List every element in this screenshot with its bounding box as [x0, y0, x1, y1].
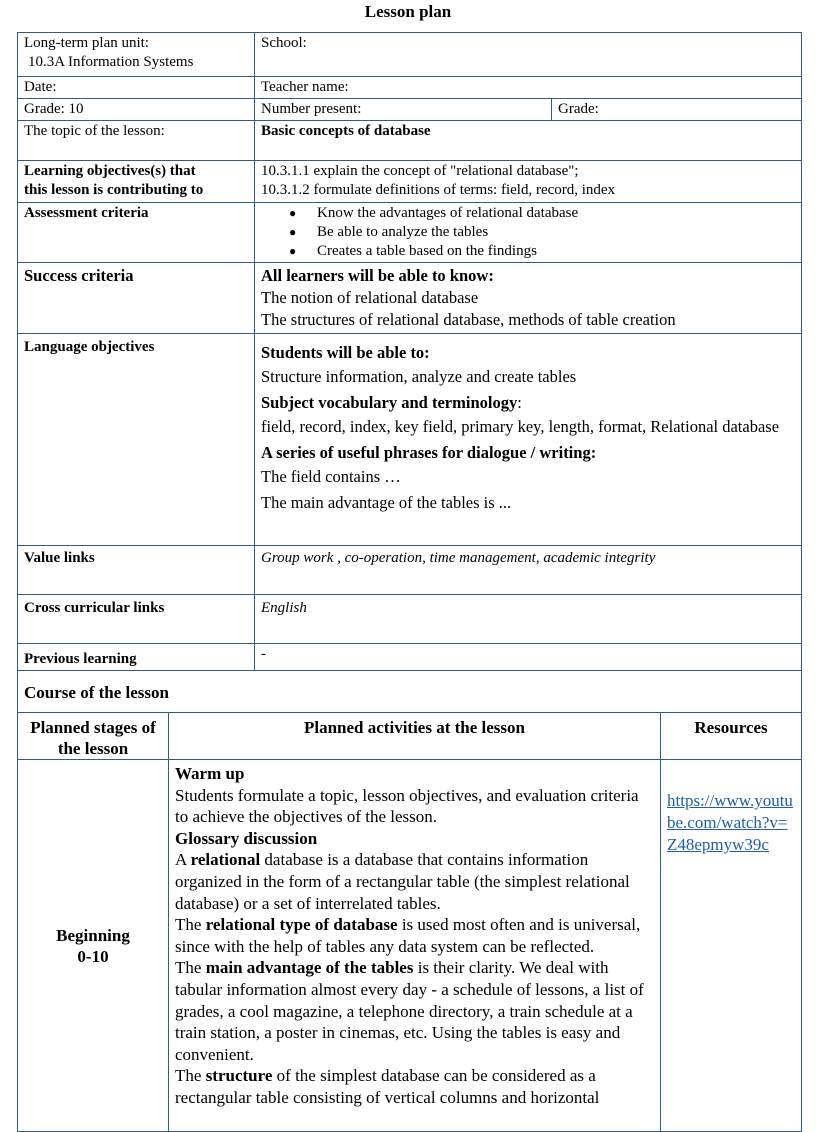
term: relational type of database: [205, 915, 398, 935]
assessment-item: ● Know the advantages of relational database: [317, 204, 795, 223]
language-heading: Students will be able to:: [261, 343, 430, 362]
success-content: [255, 263, 802, 334]
term: structure: [205, 1066, 273, 1086]
unit-value: 10.3A Information Systems: [28, 54, 194, 70]
paragraph: [175, 849, 654, 914]
school-label: School:: [255, 33, 802, 77]
topic-label: The topic of the lesson:: [18, 121, 255, 161]
number-present-label: Number present:: [255, 99, 552, 121]
previous-value: -: [255, 644, 802, 671]
date-label: Date:: [18, 77, 255, 99]
value-links-label: Value links: [18, 546, 255, 595]
value-links-value: Group work , co-operation, time management, academic integrity: [255, 546, 802, 595]
language-text: Structure information, analyze and create tables: [261, 367, 577, 386]
vocab-heading-colon: :: [517, 393, 522, 412]
course-label: Course of the lesson: [18, 671, 802, 713]
course-table: [17, 712, 802, 1132]
warmup-text: Students formulate a topic, lesson objectives, and evaluation criteria to achieve the objectives of the lesson.: [175, 785, 639, 827]
success-heading: All learners will be able to know:: [261, 266, 494, 285]
paragraph: [175, 1065, 654, 1108]
glossary-title: Glossary discussion: [175, 828, 318, 848]
vocab-text: field, record, index, key field, primary key, length, format, Relational database: [261, 417, 780, 436]
phrase: The field contains …: [261, 467, 401, 486]
success-line: The notion of relational database: [261, 288, 479, 307]
col-resources-header: Resources: [661, 713, 802, 760]
text-run: database is a database that contains information organized in the form of a rectangular table (the simplest relational database) or a set of interrelated tables.: [175, 850, 630, 913]
col-stages-header: Planned stages of the lesson: [18, 713, 169, 760]
col-activities-header: Planned activities at the lesson: [169, 713, 661, 760]
resource-cell: [661, 760, 802, 1132]
cross-links-label: Cross curricular links: [18, 595, 255, 644]
objectives-label: [18, 161, 255, 203]
text-run: of the simplest database can be considered as a rectangular table consisting of vertical columns and horizontal: [175, 1066, 600, 1107]
unit-label: Long-term plan unit:: [24, 35, 149, 51]
success-label: Success criteria: [18, 263, 255, 334]
assessment-list: [255, 203, 802, 263]
grade-right-label: Grade:: [552, 99, 802, 121]
success-line: The structures of relational database, methods of table creation: [261, 310, 676, 329]
text-run: A: [175, 850, 191, 870]
topic-value: Basic concepts of database: [255, 121, 802, 161]
language-label: Language objectives: [18, 334, 255, 546]
objective-item: 10.3.1.1 explain the concept of "relational database";: [261, 163, 579, 179]
phrase: The main advantage of the tables is ...: [261, 493, 512, 512]
resource-link[interactable]: https://www.youtube.com/watch?v=Z48epmyw39c: [667, 791, 793, 854]
objective-item: 10.3.1.2 formulate definitions of terms: field, record, index: [261, 182, 616, 198]
lesson-info-table: [17, 32, 802, 713]
grade-label: Grade: 10: [18, 99, 255, 121]
objectives-label-line: this lesson is contributing to: [24, 182, 204, 198]
assessment-item: ● Be able to analyze the tables: [317, 223, 795, 242]
previous-label: Previous learning: [18, 644, 255, 671]
text-run: The: [175, 915, 206, 935]
stage-time: 0-10: [77, 947, 109, 966]
language-heading: A series of useful phrases for dialogue / writing:: [261, 443, 597, 462]
term: relational: [190, 850, 261, 870]
paragraph: [175, 957, 654, 1065]
objectives-label-line: Learning objectives(s) that: [24, 163, 196, 179]
warmup-title: Warm up: [175, 764, 245, 783]
assessment-item: ● Creates a table based on the findings: [317, 242, 795, 261]
paragraph: [175, 914, 654, 957]
term: main advantage of the tables: [205, 958, 414, 978]
page-title: Lesson plan: [364, 2, 452, 21]
stage-cell: [18, 760, 169, 1132]
stage-name: Beginning: [56, 926, 130, 945]
language-content: [255, 334, 802, 546]
text-run: The: [175, 958, 206, 978]
teacher-label: Teacher name:: [255, 77, 802, 99]
assessment-label: Assessment criteria: [18, 203, 255, 263]
text-run: is used most often and is universal, since with the help of tables any data system can be reflected.: [175, 915, 641, 956]
activities-cell: [169, 760, 661, 1132]
vocab-heading: Subject vocabulary and terminology: [261, 393, 518, 412]
objectives-list: [255, 161, 802, 203]
language-heading: [261, 392, 795, 414]
cross-links-value: English: [255, 595, 802, 644]
text-run: is their clarity. We deal with tabular information almost every day - a schedule of lessons, a list of grades, a cool magazine, a telephone directory, a train schedule at a train station, a poster in cinemas, etc. Using the tables is easy and convenient.: [175, 958, 644, 1064]
text-run: The: [175, 1066, 206, 1086]
unit-cell: [18, 33, 255, 77]
